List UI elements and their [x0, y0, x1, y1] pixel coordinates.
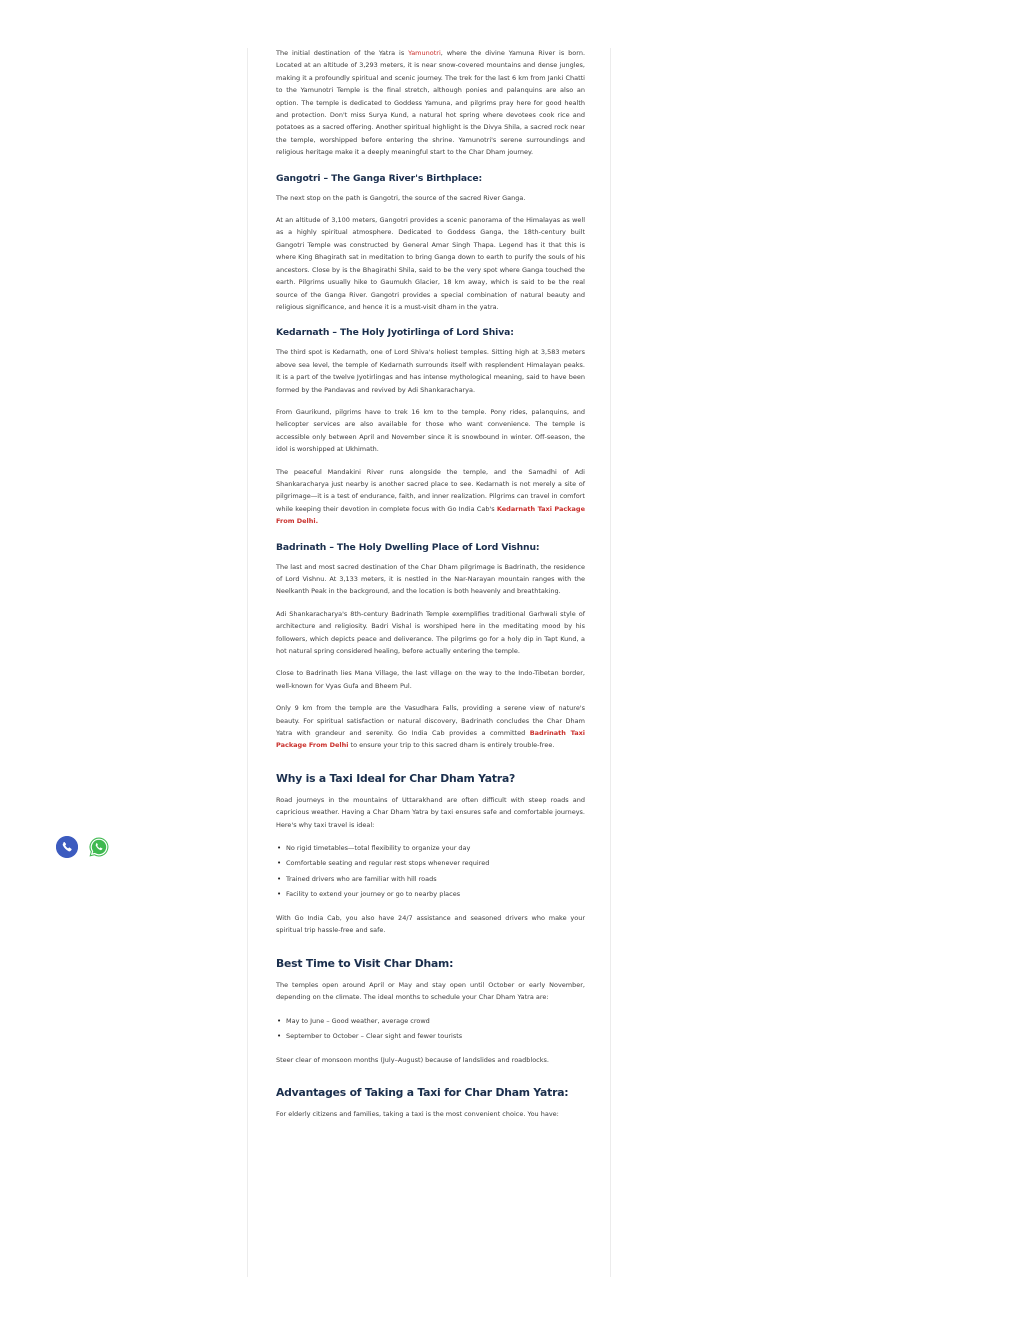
best-time-heading: Best Time to Visit Char Dham:: [276, 956, 454, 970]
phone-call-button[interactable]: [56, 836, 78, 858]
advantages-paragraph-1: For elderly citizens and families, taking a taxi is the most convenient choice. You have:: [276, 1110, 559, 1119]
kedarnath-paragraph-1: The third spot is Kedarnath, one of Lord Shiva's holiest temples. Sitting high at 3,583 meters above sea level, the temple of Kedarnath surrounds itself with resplendent Himalayan peaks. It is a part of the twelve Jyotirlingas and has intense mythological meaning, said to have been formed by the Pandavas and revived by Adi Shankaracharya.: [276, 348, 585, 394]
list-item: • May to June – Good weather, average crowd: [286, 1014, 585, 1029]
whatsapp-icon: [88, 836, 110, 858]
taxi-benefits-list: [276, 841, 585, 902]
article-body: [276, 48, 585, 1131]
yamunotri-link[interactable]: Yamunotri: [408, 49, 441, 57]
gangotri-paragraph-1: The next stop on the path is Gangotri, the source of the sacred River Ganga.: [276, 193, 526, 202]
best-time-paragraph-2: Steer clear of monsoon months (July–August) because of landslides and roadblocks.: [276, 1055, 549, 1064]
badrinath-paragraph-3: Close to Badrinath lies Mana Village, the last village on the way to the Indo-Tibetan border, well-known for Vyas Gufa and Bheem Pul.: [276, 669, 585, 690]
badrinath-package-link[interactable]: Badrinath Taxi Package From Delhi: [276, 729, 586, 750]
gangotri-paragraph-2: At an altitude of 3,100 meters, Gangotri provides a scenic panorama of the Himalayas as well as a highly spiritual atmosphere. Dedicated to Goddess Ganga, the 18th-century built Gangotri Temple was constructed by General Amar Singh Thapa. Legend has it that this is where King Bhagirath sat in meditation to bring Ganga down to earth to purify the souls of his ancestors. Close by is the Bhagirathi Shila, said to be the very spot where Ganga touched the earth. Pilgrims usually hike to Gaumukh Glacier, 18 km away, which is said to be the real source of the Ganga River. Gangotri provides a special combination of natural beauty and religious significance, and hence it is a must-visit dham in the yatra.: [276, 216, 585, 311]
gangotri-heading: Gangotri – The Ganga River's Birthplace:: [276, 172, 483, 184]
best-time-list: [276, 1014, 585, 1044]
list-item: • Comfortable seating and regular rest stops whenever required: [286, 856, 585, 871]
kedarnath-package-link[interactable]: Kedarnath Taxi Package From Delhi.: [276, 504, 585, 526]
text-span: The peaceful Mandakini River runs alongside the temple, and the Samadhi of Adi Shankaracharya just nearby is another sacred place to see. Kedarnath is not merely a site of pilgrimage—it is a test of endurance, faith, and inner realization. Pilgrims can travel in comfort while keeping their devotion in complete focus with Go India Cab's: [276, 467, 585, 513]
advantages-heading: Advantages of Taking a Taxi for Char Dham Yatra:: [276, 1086, 569, 1100]
kedarnath-paragraph-3: [276, 466, 585, 528]
article-content: [247, 48, 611, 1277]
text-span: Only 9 km from the temple are the Vasudhara Falls, providing a serene view of nature's beauty. For spiritual satisfaction or natural discovery, Badrinath concludes the Char Dham Yatra with grandeur and serenity. Go India Cab provides a committed: [276, 704, 585, 738]
list-item: • Facility to extend your journey or go to nearby places: [286, 887, 585, 902]
badrinath-heading: Badrinath – The Holy Dwelling Place of Lord Vishnu:: [276, 541, 540, 553]
badrinath-paragraph-4: [276, 702, 585, 752]
kedarnath-heading: Kedarnath – The Holy Jyotirlinga of Lord Shiva:: [276, 327, 514, 339]
kedarnath-paragraph-2: From Gaurikund, pilgrims have to trek 16 km to the temple. Pony rides, palanquins, and helicopter services are also available for those who want convenience. The temple is accessible only between April and November since it is snowbound in winter. Off-season, the idol is worshipped at Ukhimath.: [276, 407, 585, 454]
best-time-paragraph-1: The temples open around April or May and stay open until October or early November, depending on the climate. The ideal months to schedule your Char Dham Yatra are:: [276, 980, 585, 1002]
list-item: • September to October – Clear sight and fewer tourists: [286, 1029, 585, 1044]
taxi-paragraph-2: With Go India Cab, you also have 24/7 assistance and seasoned drivers who make your spiritual trip hassle-free and safe.: [276, 913, 585, 935]
list-item: • No rigid timetables—total flexibility to organize your day: [286, 841, 585, 856]
text-span: to ensure your trip to this sacred dham is entirely trouble-free.: [348, 741, 555, 750]
text-span: , where the divine Yamuna River is born. Located at an altitude of 3,293 meters, it is near snow-covered mountains and dense jungles, making it a profoundly spiritual and scenic journey. The trek for the last 6 km from Janki Chatti to the Yamunotri Temple is the final stretch, although ponies and palanquins are also an option. The temple is dedicated to Goddess Yamuna, and pilgrims pray here for good health and protection. Don't miss Surya Kund, a natural hot spring where devotees cook rice and potatoes as a sacred offering. Another spiritual highlight is the Divya Shila, a sacred rock near the temple, worshipped before entering the shrine. Yamunotri's serene surroundings and religious heritage make it a deeply meaningful start to the Char Dham journey.: [276, 49, 586, 157]
yamunotri-paragraph: [276, 47, 585, 159]
list-item: • Trained drivers who are familiar with hill roads: [286, 872, 585, 887]
badrinath-paragraph-2: Adi Shankaracharya's 8th-century Badrinath Temple exemplifies traditional Garhwali style of architecture and religiosity. Badri Vishal is worshiped here in the meditating mood by his followers, which depicts peace and deliverance. The pilgrims go for a holy dip in Tapt Kund, a hot natural spring considered healing, before actually entering the temple.: [276, 609, 585, 656]
phone-icon: [56, 836, 78, 858]
whatsapp-button[interactable]: [88, 836, 110, 858]
taxi-heading: Why is a Taxi Ideal for Char Dham Yatra?: [276, 771, 516, 785]
taxi-paragraph-1: Road journeys in the mountains of Uttarakhand are often difficult with steep roads and capricious weather. Having a Char Dham Yatra by taxi ensures safe and comfortable journeys. Here's why taxi travel is ideal:: [276, 795, 585, 829]
text-span: The initial destination of the Yatra is: [276, 49, 409, 57]
badrinath-paragraph-1: The last and most sacred destination of the Char Dham pilgrimage is Badrinath, the residence of Lord Vishnu. At 3,133 meters, it is nestled in the Nar-Narayan mountain ranges with the Neelkanth Peak in the background, and the location is both heavenly and breathtaking.: [276, 562, 585, 596]
